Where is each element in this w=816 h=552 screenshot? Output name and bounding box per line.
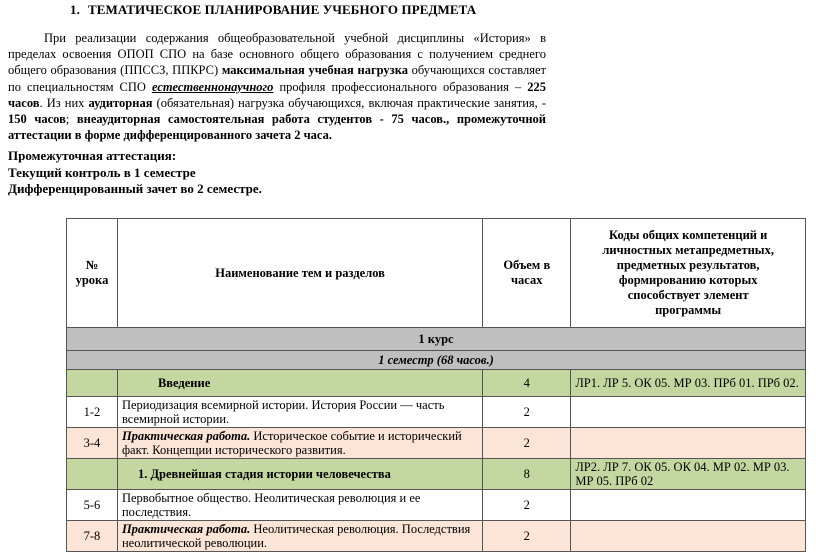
row-num: 3-4 xyxy=(67,428,118,459)
row-codes xyxy=(571,397,806,428)
intro-auditory: аудиторная xyxy=(88,95,153,110)
header-num: № урока xyxy=(67,219,118,328)
row-num: 5-6 xyxy=(67,490,118,521)
course-row xyxy=(67,328,806,351)
row-hours: 2 xyxy=(483,490,571,521)
row-hours: 8 xyxy=(483,459,571,490)
attestation-current: Текущий контроль в 1 семестре xyxy=(8,164,196,180)
header-codes: Коды общих компетенций и личностных метапредметных, предметных результатов, формированию которых способствует элемент программы xyxy=(571,219,806,328)
intro-hours-total: 225 часов xyxy=(8,79,546,110)
intro-text-2: обучающихся составляет по специальностям СПО xyxy=(8,63,546,94)
row-num xyxy=(67,370,118,397)
intro-text-1: При реализации содержания общеобразовательной учебной дисциплины «История» в пределах освоения ОПОП СПО на базе основного общего образования с получением среднего общего образования (ППССЗ, ППКРС) xyxy=(8,31,546,78)
intro-hours-aud: 150 часов xyxy=(8,112,66,127)
row-codes xyxy=(571,521,806,552)
table-row xyxy=(67,521,806,552)
header-name: Наименование тем и разделов xyxy=(117,219,482,328)
table-header-row xyxy=(67,219,806,328)
section-title: 1. Древнейшая стадия истории человечества xyxy=(117,459,482,490)
section-heading xyxy=(70,2,670,18)
plan-table xyxy=(66,218,806,552)
row-hours: 4 xyxy=(483,370,571,397)
intro-max-load: максимальная учебная нагрузка xyxy=(221,63,408,78)
semester-row xyxy=(67,351,806,370)
intro-text-3: профиля профессионального образования – xyxy=(273,79,528,94)
heading-text: ТЕМАТИЧЕСКОЕ ПЛАНИРОВАНИЕ УЧЕБНОГО ПРЕДМЕТА xyxy=(87,2,477,17)
row-num: 1-2 xyxy=(67,397,118,428)
semester-label: 1 семестр (68 часов.) xyxy=(67,351,806,370)
table-row xyxy=(67,370,806,397)
intro-text-4: . Из них xyxy=(39,95,89,110)
course-label: 1 курс xyxy=(67,328,806,351)
row-codes xyxy=(571,490,806,521)
attestation-block xyxy=(8,148,548,198)
row-num xyxy=(67,459,118,490)
row-hours: 2 xyxy=(483,521,571,552)
intro-text-6: ; xyxy=(65,112,77,127)
row-codes xyxy=(571,428,806,459)
header-hours: Объем в часах xyxy=(483,219,571,328)
table-row xyxy=(67,428,806,459)
row-topic: Практическая работа. Неолитическая революция. Последствия неолитической революции. xyxy=(117,521,482,552)
intro-self-work: внеаудиторная самостоятельная работа студентов - 75 часов., промежуточной аттестации в форме дифференцированного зачета 2 часа. xyxy=(8,112,546,143)
attestation-title: Промежуточная аттестация: xyxy=(8,148,177,163)
row-codes: ЛР1. ЛР 5. ОК 05. МР 03. ПРб 01. ПРб 02. xyxy=(571,370,806,397)
row-topic: Первобытное общество. Неолитическая революция и ее последствия. xyxy=(117,490,482,521)
table-row xyxy=(67,490,806,521)
section-title: Введение xyxy=(117,370,482,397)
row-codes: ЛР2. ЛР 7. ОК 05. ОК 04. МР 02. МР 03. МР 05. ПРб 02 xyxy=(571,459,806,490)
attestation-diff: Дифференцированный зачет во 2 семестре. xyxy=(8,181,262,196)
practical-label: Практическая работа. xyxy=(121,429,251,443)
row-topic: Практическая работа. Историческое событие и исторический факт. Концепции исторического развития. xyxy=(117,428,482,459)
intro-paragraph xyxy=(8,30,546,143)
table-row xyxy=(67,459,806,490)
row-topic: Периодизация всемирной истории. История России — часть всемирной истории. xyxy=(117,397,482,428)
practical-label: Практическая работа. xyxy=(121,522,251,536)
intro-profile: естественнонаучного xyxy=(151,79,274,94)
row-hours: 2 xyxy=(483,428,571,459)
heading-number: 1. xyxy=(70,2,80,17)
intro-text-5: (обязательная) нагрузка обучающихся, включая практические занятия, - xyxy=(152,95,546,110)
row-num: 7-8 xyxy=(67,521,118,552)
row-hours: 2 xyxy=(483,397,571,428)
table-row xyxy=(67,397,806,428)
